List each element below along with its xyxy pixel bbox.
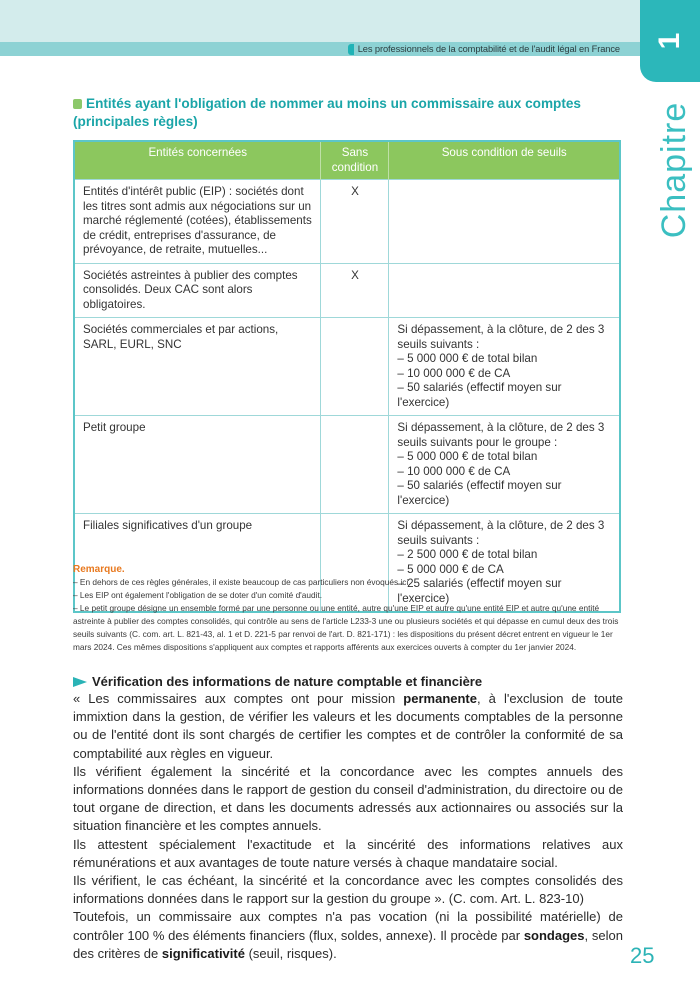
bullet-square-icon	[73, 99, 82, 109]
condition-line: – 50 salariés (effectif moyen sur l'exercice)	[397, 381, 562, 409]
condition-line: – 10 000 000 € de CA	[397, 464, 511, 478]
entity-cell: Entités d'intérêt public (EIP) : sociétés dont les titres sont admis aux négociations sur un marché réglementé (cotées), établissements de crédit, entreprises d'assurance, de prévoyance, de retraite, mutuelles...	[74, 180, 321, 264]
paragraph	[73, 908, 623, 963]
chapter-label: Chapitre	[654, 101, 693, 239]
condition-line: – 5 000 000 € de CA	[397, 562, 504, 576]
unconditional-cell	[321, 416, 389, 514]
text-run: « Les commissaires aux comptes ont pour mission	[73, 691, 404, 706]
table-row	[74, 180, 620, 264]
paragraph: Ils attestent spécialement l'exactitude et la sincérité des informations relatives aux rémunérations et aux avantages de toute nature versés à chaque mandataire social.	[73, 836, 623, 870]
body-text	[73, 690, 623, 963]
unconditional-cell: X	[321, 180, 389, 264]
bold-term: significativité	[161, 945, 245, 961]
remark-box	[73, 563, 628, 654]
conditions-cell	[389, 180, 620, 264]
bold-term: sondages	[523, 927, 585, 943]
condition-line: – 5 000 000 € de total bilan	[397, 450, 538, 463]
header-band	[0, 0, 640, 42]
entity-cell: Filiales significatives d'un groupe	[74, 514, 321, 613]
entities-table	[73, 140, 621, 613]
column-header-thresholds: Sous condition de seuils	[389, 141, 620, 180]
condition-line: Si dépassement, à la clôture, de 2 des 3 seuils suivants :	[397, 519, 605, 547]
running-head-title: Les professionnels de la comptabilité et de l'audit légal en France	[357, 44, 620, 54]
section-title	[73, 95, 613, 131]
column-header-unconditional: Sans condition	[321, 141, 389, 180]
unconditional-cell	[321, 318, 389, 416]
chapter-tab	[640, 0, 700, 82]
table-row	[74, 318, 620, 416]
remark-line: – Le petit groupe désigne un ensemble formé par une personne ou une entité, autre qu'une EIP et autre qu'une entité EIP et autre qu'une entité astreinte à publier des comptes consolidés, qui contrôle au sens de l'article L233-3 une ou plusieurs sociétés et qui dépasse en cumul deux des trois seuils suivants (C. com. art. L. 821-43, al. 1 et D. 221-5 par renvoi de l'art. D. 821-171) : les dispositions du présent décret entrent en vigueur le 1er mars 2024. Ces mêmes dispositions s'appliquent aux comptes et rapports afférents aux exercices ouverts à compter du 1er janvier 2024.	[73, 603, 619, 652]
entity-cell: Sociétés commerciales et par actions, SARL, EURL, SNC	[74, 318, 321, 416]
condition-line: – 2 500 000 € de total bilan	[397, 548, 538, 561]
condition-line: – 5 000 000 € de total bilan	[397, 352, 538, 365]
remark-line: – En dehors de ces règles générales, il existe beaucoup de cas particuliers non évoqués ici.	[73, 577, 411, 587]
conditions-cell	[389, 263, 620, 318]
table-row	[74, 416, 620, 514]
unconditional-cell: X	[321, 263, 389, 318]
column-header-entities: Entités concernées	[74, 141, 321, 180]
condition-line: – 25 salariés (effectif moyen sur l'exercice)	[397, 577, 562, 605]
entity-cell: Petit groupe	[74, 416, 321, 514]
chapter-number: 1	[653, 32, 686, 50]
condition-line: – 10 000 000 € de CA	[397, 366, 511, 380]
running-head-marker-icon	[348, 44, 354, 55]
bold-term: permanente	[403, 691, 477, 706]
remark-title: Remarque.	[73, 564, 125, 575]
entity-cell: Sociétés astreintes à publier des comptes consolidés. Deux CAC sont alors obligatoires.	[74, 263, 321, 318]
condition-line: Si dépassement, à la clôture, de 2 des 3 seuils suivants pour le groupe :	[397, 421, 605, 449]
table-row	[74, 263, 620, 318]
text-run: , à l'exclusion de toute immixtion dans la gestion, de vérifier les valeurs et les documents comptables de la personne ou de l'entité dont ils sont chargés de certifier les comptes et de contrôler la conformité de sa comptabilité aux règles en vigueur.	[73, 691, 623, 761]
condition-line: Si dépassement, à la clôture, de 2 des 3 seuils suivants :	[397, 323, 605, 351]
condition-line: – 50 salariés (effectif moyen sur l'exercice)	[397, 479, 562, 507]
arrow-right-icon	[73, 677, 87, 687]
paragraph	[73, 690, 623, 763]
paragraph: Ils vérifient également la sincérité et la concordance avec les comptes annuels des informations données dans le rapport de gestion du conseil d'administration, du directoire ou de tout organe de direction, et dans les documents adressés aux actionnaires ou associés sur la situation financière et les comptes annuels.	[73, 763, 623, 834]
table-header-row	[74, 141, 620, 180]
page-number: 25	[630, 943, 655, 968]
section-title-text: Entités ayant l'obligation de nommer au moins un commissaire aux comptes (principales règles)	[73, 96, 581, 129]
text-run: (seuil, risques).	[244, 945, 337, 961]
paragraph: Ils vérifient, le cas échéant, la sincérité et la concordance avec les comptes consolidés des informations données dans le rapport sur la gestion du groupe ». (C. com. Art. L. 823-10)	[73, 873, 623, 907]
conditions-cell	[389, 318, 620, 416]
remark-line: – Les EIP ont également l'obligation de se doter d'un comité d'audit.	[73, 590, 323, 600]
subsection-title-text: Vérification des informations de nature comptable et financière	[92, 674, 483, 689]
subsection-title	[73, 674, 482, 689]
running-head	[348, 42, 620, 56]
conditions-cell	[389, 416, 620, 514]
text-run: , selon des critères de	[73, 927, 623, 961]
text-run: Toutefois, un commissaire aux comptes n'a pas vocation (ni la possibilité matérielle) de contrôler 100 % des éléments financiers (flux, soldes, annexe). Il procède par	[73, 909, 623, 943]
